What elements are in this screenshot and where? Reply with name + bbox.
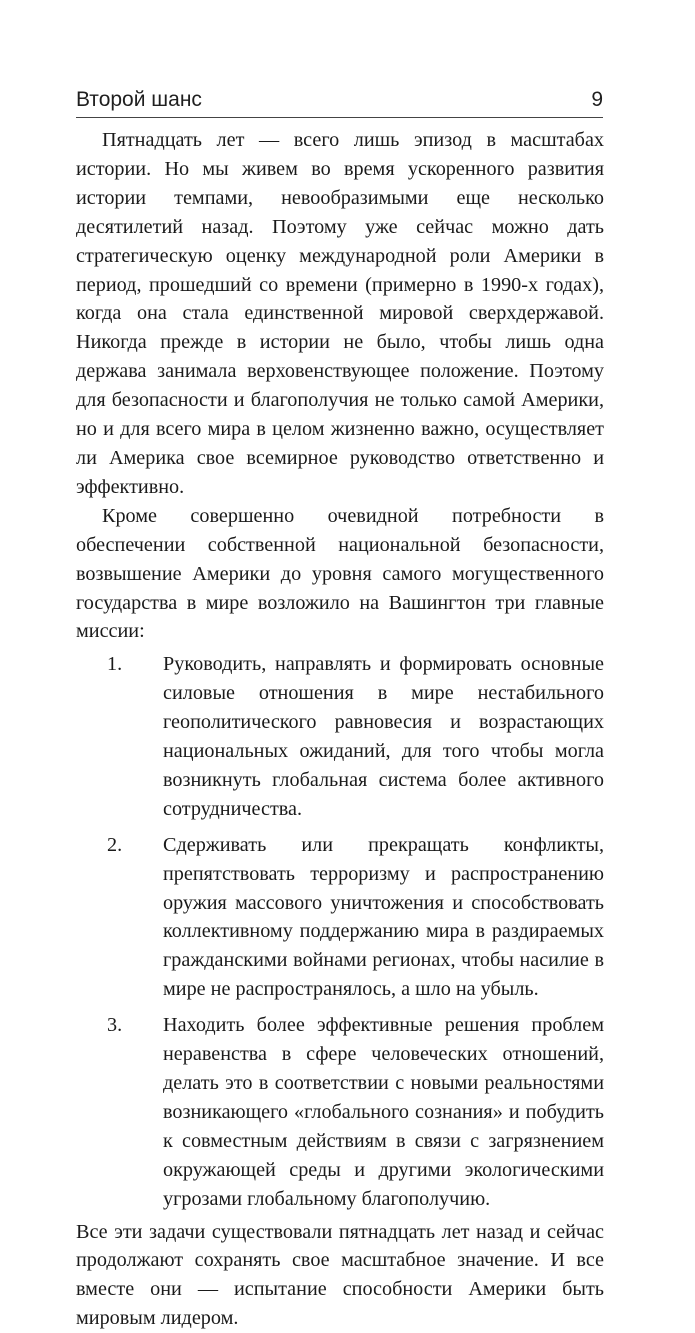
header-rule [76, 117, 603, 118]
paragraph-missions-lead: Кроме совершенно очевидной потребности в обеспечении собственной национальной безопасности, возвышение Америки до уровня самого могущественного государства в мире возложило на Вашингтон три главные миссии: [76, 504, 604, 643]
list-item [107, 1011, 604, 1213]
list-item-number: 1. [107, 653, 123, 676]
list-item-text: Руководить, направлять и формировать основные силовые отношения в мире нестабильного геополитического равновесия и возрастающих национальных ожиданий, для того чтобы могла возникнуть глобальная система более активного сотрудничества. [163, 653, 604, 820]
list-item-text: Находить более эффективные решения проблем неравенства в сфере человеческих отношений, делать это в соответствии с новыми реальностями возникающего «глобального сознания» и побудить к совместным действиям в связи с загрязнением окружающей среды и другими экологическими угрозами глобальному благополучию. [163, 1014, 604, 1210]
list-item [107, 650, 604, 823]
list-item-number: 2. [107, 833, 123, 856]
page-number: 9 [591, 88, 603, 111]
running-header [76, 86, 603, 116]
list-item [107, 831, 604, 1004]
paragraph-intro: Пятнадцать лет — всего лишь эпизод в масштабах истории. Но мы живем во время ускоренного развития истории темпами, невообразимыми еще несколько десятилетий назад. Поэтому уже сейчас можно дать стратегическую оценку международной роли Америки в период, прошедший со времени (примерно в 1990-х годах), когда она стала единственной мировой сверхдержавой. Никогда прежде в истории не было, чтобы лишь одна держава занимала верховенствующее положение. Поэтому для безопасности и благополучия не только самой Америки, но и для всего мира в целом жизненно важно, осуществляет ли Америка свое всемирное руководство ответственно и эффективно. [76, 129, 604, 498]
running-title: Второй шанс [76, 88, 202, 111]
page-body [76, 126, 604, 1333]
list-item-number: 3. [107, 1014, 123, 1037]
paragraph-conclusion: Все эти задачи существовали пятнадцать лет назад и сейчас продолжают сохранять свое масштабное значение. И все вместе они — испытание способности Америки быть мировым лидером. [76, 1220, 604, 1330]
list-item-text: Сдерживать или прекращать конфликты, препятствовать терроризму и распространению оружия массового уничтожения и способствовать коллективному поддержанию мира в раздираемых гражданскими войнами регионах, чтобы насилие в мире не распространялось, а шло на убыль. [163, 833, 604, 1001]
missions-list [76, 650, 604, 1213]
